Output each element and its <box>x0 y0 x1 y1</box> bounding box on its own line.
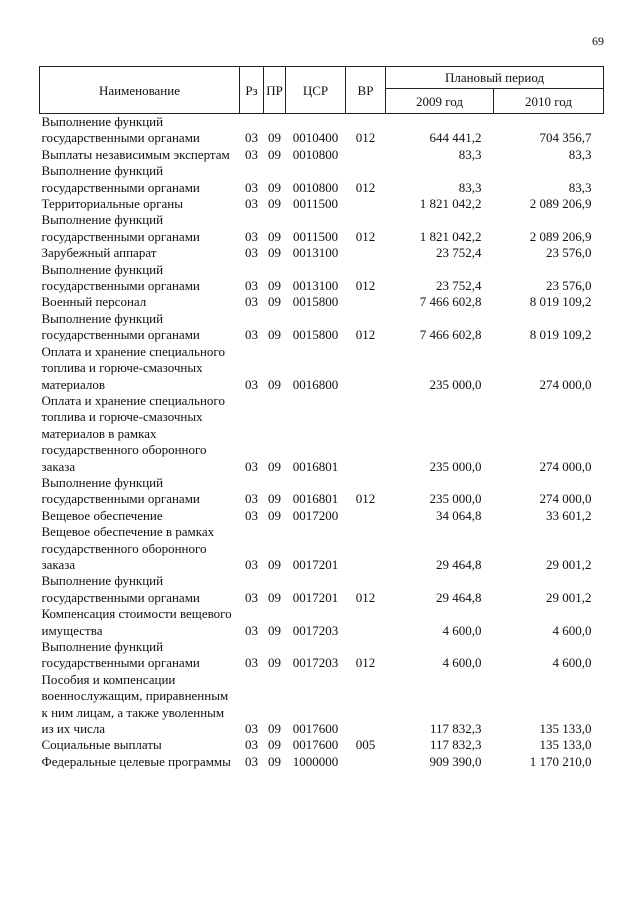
row-amount-2009: 1 821 042,2 <box>419 228 482 244</box>
row-amount-2010: 274 000,0 <box>539 376 592 392</box>
row-amount-2009: 4 600,0 <box>442 622 482 638</box>
row-name: Пособия и компенсации военнослужащим, приравненным к ним лицам, а также уволенным из их числа <box>41 671 229 737</box>
header-rz: Рз <box>240 67 264 114</box>
row-csr: 0017600 <box>292 737 339 753</box>
row-amount-2009: 83,3 <box>458 146 482 162</box>
row-amount-2009: 7 466 602,8 <box>419 327 482 343</box>
table-row <box>40 311 604 344</box>
row-vr <box>346 196 386 212</box>
row-csr: 1000000 <box>292 753 339 769</box>
row-csr: 0016801 <box>292 491 339 507</box>
row-rz: 03 <box>245 245 258 261</box>
row-rz: 03 <box>245 196 258 212</box>
row-pr: 09 <box>268 228 281 244</box>
row-amount-2010: 33 601,2 <box>546 507 592 523</box>
table-row <box>40 344 604 393</box>
row-amount-2009: 7 466 602,8 <box>419 294 482 310</box>
row-amount-2009: 644 441,2 <box>429 130 482 146</box>
row-vr: 012 <box>355 130 376 146</box>
row-rz: 03 <box>245 491 258 507</box>
row-csr: 0015800 <box>292 294 339 310</box>
row-amount-2010: 2 089 206,9 <box>529 228 592 244</box>
row-csr: 0017201 <box>292 556 339 572</box>
row-name: Территориальные органы <box>41 196 183 212</box>
row-csr: 0016800 <box>292 376 339 392</box>
table-row <box>40 294 604 310</box>
row-pr: 09 <box>268 556 281 572</box>
row-vr: 005 <box>355 737 376 753</box>
row-amount-2009: 23 752,4 <box>436 245 482 261</box>
row-amount-2009: 117 832,3 <box>429 721 482 737</box>
row-vr <box>346 524 386 573</box>
row-amount-2010: 23 576,0 <box>546 245 592 261</box>
row-vr <box>346 606 386 639</box>
row-rz: 03 <box>245 753 258 769</box>
row-pr: 09 <box>268 655 281 671</box>
row-rz: 03 <box>245 228 258 244</box>
row-csr: 0011500 <box>292 196 339 212</box>
row-rz: 03 <box>245 146 258 162</box>
row-amount-2010: 4 600,0 <box>552 655 592 671</box>
table-row <box>40 606 604 639</box>
table-row <box>40 672 604 738</box>
row-vr <box>346 508 386 524</box>
row-pr: 09 <box>268 294 281 310</box>
row-vr <box>346 393 386 475</box>
row-amount-2009: 29 464,8 <box>436 556 482 572</box>
row-amount-2010: 83,3 <box>568 179 592 195</box>
row-name: Выполнение функций государственными органами <box>41 310 200 343</box>
row-rz: 03 <box>245 737 258 753</box>
row-pr: 09 <box>268 491 281 507</box>
row-vr: 012 <box>355 589 376 605</box>
table-row <box>40 163 604 196</box>
page-number: 69 <box>592 34 604 48</box>
row-rz: 03 <box>245 327 258 343</box>
row-amount-2009: 909 390,0 <box>429 753 482 769</box>
row-pr: 09 <box>268 245 281 261</box>
row-name: Выполнение функций государственными органами <box>41 573 200 605</box>
row-csr: 0011500 <box>292 228 339 244</box>
row-name: Выполнение функций государственными органами <box>41 474 200 507</box>
row-pr: 09 <box>268 622 281 638</box>
row-csr: 0016801 <box>292 458 339 474</box>
table-row <box>40 147 604 163</box>
table-row <box>40 393 604 475</box>
row-vr: 012 <box>355 655 376 671</box>
row-amount-2010: 83,3 <box>568 146 592 162</box>
header-planned-period: Плановый период <box>386 67 604 89</box>
row-name: Оплата и хранение специального топлива и горюче-смазочных материалов <box>41 343 225 392</box>
row-vr: 012 <box>355 228 376 244</box>
row-csr: 0013100 <box>292 278 339 294</box>
row-pr: 09 <box>268 196 281 212</box>
row-amount-2010: 704 356,7 <box>539 130 592 146</box>
row-csr: 0017200 <box>292 507 339 523</box>
row-name: Выполнение функций государственными органами <box>41 639 200 671</box>
table-row <box>40 114 604 147</box>
row-rz: 03 <box>245 622 258 638</box>
row-amount-2009: 29 464,8 <box>436 589 482 605</box>
row-pr: 09 <box>268 507 281 523</box>
table-row <box>40 508 604 524</box>
row-amount-2009: 235 000,0 <box>429 376 482 392</box>
row-rz: 03 <box>245 376 258 392</box>
budget-table <box>39 66 604 770</box>
row-vr: 012 <box>355 491 376 507</box>
table-row <box>40 754 604 770</box>
row-amount-2009: 235 000,0 <box>429 458 482 474</box>
row-name: Федеральные целевые программы <box>41 753 231 769</box>
row-pr: 09 <box>268 278 281 294</box>
header-csr: ЦСР <box>286 67 346 114</box>
row-amount-2010: 8 019 109,2 <box>529 327 592 343</box>
table-row <box>40 524 604 573</box>
row-amount-2009: 34 064,8 <box>436 507 482 523</box>
row-name: Выплаты независимым экспертам <box>41 146 230 162</box>
row-name: Оплата и хранение специального топлива и горюче-смазочных материалов в рамках государственного оборонного заказа <box>41 392 225 474</box>
row-amount-2010: 8 019 109,2 <box>529 294 592 310</box>
row-rz: 03 <box>245 458 258 474</box>
row-rz: 03 <box>245 655 258 671</box>
row-csr: 0010400 <box>292 130 339 146</box>
header-pr: ПР <box>264 67 286 114</box>
row-pr: 09 <box>268 753 281 769</box>
table-row <box>40 573 604 606</box>
row-rz: 03 <box>245 589 258 605</box>
row-vr <box>346 672 386 738</box>
table-row <box>40 262 604 295</box>
row-csr: 0017203 <box>292 622 339 638</box>
row-pr: 09 <box>268 458 281 474</box>
row-name: Зарубежный аппарат <box>41 245 157 261</box>
table-row <box>40 196 604 212</box>
row-amount-2010: 274 000,0 <box>539 491 592 507</box>
row-name: Вещевое обеспечение <box>41 507 163 523</box>
row-rz: 03 <box>245 179 258 195</box>
row-pr: 09 <box>268 721 281 737</box>
table-row <box>40 245 604 261</box>
row-name: Выполнение функций государственными органами <box>41 163 200 195</box>
row-name: Выполнение функций государственными органами <box>41 114 200 146</box>
row-vr <box>346 294 386 310</box>
row-vr: 012 <box>355 327 376 343</box>
row-name: Выполнение функций государственными органами <box>41 261 200 294</box>
row-amount-2010: 1 170 210,0 <box>529 753 592 769</box>
row-csr: 0015800 <box>292 327 339 343</box>
row-amount-2009: 4 600,0 <box>442 655 482 671</box>
row-amount-2009: 235 000,0 <box>429 491 482 507</box>
row-amount-2010: 29 001,2 <box>546 556 592 572</box>
row-vr <box>346 245 386 261</box>
row-csr: 0010800 <box>292 179 339 195</box>
row-amount-2009: 117 832,3 <box>429 737 482 753</box>
row-csr: 0010800 <box>292 146 339 162</box>
row-vr <box>346 754 386 770</box>
row-name: Социальные выплаты <box>41 737 162 753</box>
header-year-2010: 2010 год <box>494 89 604 114</box>
row-rz: 03 <box>245 721 258 737</box>
row-amount-2009: 83,3 <box>458 179 482 195</box>
table-row <box>40 639 604 672</box>
row-pr: 09 <box>268 589 281 605</box>
row-rz: 03 <box>245 507 258 523</box>
table-row <box>40 475 604 508</box>
row-csr: 0013100 <box>292 245 339 261</box>
row-rz: 03 <box>245 556 258 572</box>
row-vr <box>346 344 386 393</box>
row-pr: 09 <box>268 376 281 392</box>
row-vr <box>346 147 386 163</box>
row-rz: 03 <box>245 130 258 146</box>
row-rz: 03 <box>245 294 258 310</box>
row-csr: 0017201 <box>292 589 339 605</box>
row-pr: 09 <box>268 146 281 162</box>
row-amount-2010: 135 133,0 <box>539 737 592 753</box>
row-name: Вещевое обеспечение в рамках государственного оборонного заказа <box>41 524 215 572</box>
row-amount-2010: 274 000,0 <box>539 458 592 474</box>
row-amount-2010: 4 600,0 <box>552 622 592 638</box>
row-amount-2009: 23 752,4 <box>436 278 482 294</box>
row-vr: 012 <box>355 179 376 195</box>
row-amount-2010: 23 576,0 <box>546 278 592 294</box>
header-year-2009: 2009 год <box>386 89 494 114</box>
row-csr: 0017600 <box>292 721 339 737</box>
row-amount-2010: 2 089 206,9 <box>529 196 592 212</box>
table-header <box>40 67 604 114</box>
header-name: Наименование <box>40 67 240 114</box>
row-amount-2010: 29 001,2 <box>546 589 592 605</box>
row-amount-2009: 1 821 042,2 <box>419 196 482 212</box>
table-row <box>40 212 604 245</box>
header-vr: ВР <box>346 67 386 114</box>
row-name: Военный персонал <box>41 294 147 310</box>
row-rz: 03 <box>245 278 258 294</box>
row-pr: 09 <box>268 327 281 343</box>
row-pr: 09 <box>268 179 281 195</box>
row-csr: 0017203 <box>292 655 339 671</box>
table-row <box>40 737 604 753</box>
row-name: Выполнение функций государственными органами <box>41 212 200 244</box>
row-pr: 09 <box>268 130 281 146</box>
row-name: Компенсация стоимости вещевого имущества <box>41 606 232 638</box>
row-amount-2010: 135 133,0 <box>539 721 592 737</box>
row-pr: 09 <box>268 737 281 753</box>
row-vr: 012 <box>355 278 376 294</box>
table-body <box>40 114 604 771</box>
